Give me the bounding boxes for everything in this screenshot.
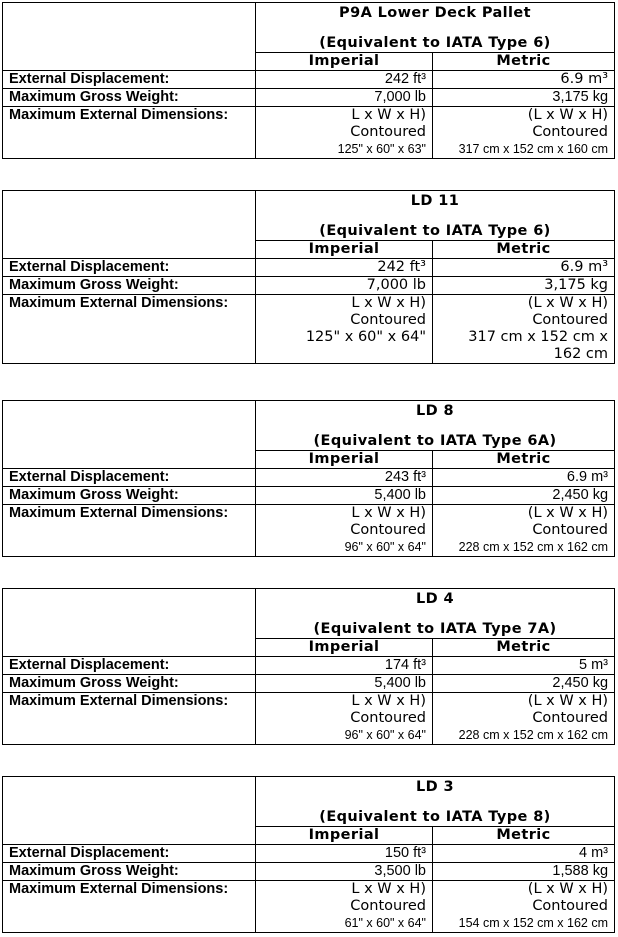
dims-label: Maximum External Dimensions:	[3, 693, 256, 745]
dims-metric	[433, 505, 615, 557]
displacement-imperial: 243 ft³	[256, 469, 433, 487]
table-row	[3, 259, 615, 277]
imperial-header: Imperial	[256, 451, 433, 469]
table-row	[3, 487, 615, 505]
dims-imperial-line: Contoured	[350, 710, 426, 726]
dims-imperial-line: 61" x 60" x 64"	[344, 916, 426, 930]
displacement-metric: 6.9 m³	[433, 469, 615, 487]
table-row	[3, 71, 615, 89]
displacement-metric: 4 m³	[433, 845, 615, 863]
dims-imperial	[256, 107, 433, 159]
displacement-label: External Displacement:	[3, 71, 256, 89]
table-title: LD 11	[410, 193, 460, 209]
dims-label: Maximum External Dimensions:	[3, 881, 256, 933]
table-row	[3, 469, 615, 487]
spec-table-ld3	[2, 776, 615, 933]
dims-metric-line: (L x W x H)	[527, 107, 609, 123]
weight-metric: 2,450 kg	[433, 487, 615, 505]
dims-metric-line: Contoured	[532, 898, 609, 914]
table-row	[3, 107, 615, 159]
dims-imperial-line	[262, 346, 426, 363]
dims-label: Maximum External Dimensions:	[3, 505, 256, 557]
table-title-row	[3, 191, 615, 241]
weight-imperial: 5,400 lb	[256, 487, 433, 505]
table-title-cell	[256, 191, 615, 241]
displacement-label: External Displacement:	[3, 259, 256, 277]
imperial-header: Imperial	[256, 241, 433, 259]
displacement-metric: 6.9 m³	[433, 71, 615, 89]
dims-imperial	[256, 505, 433, 557]
dims-metric-line: Contoured	[532, 710, 609, 726]
weight-metric: 3,175 kg	[433, 277, 615, 295]
dims-imperial-line: 125" x 60" x 63"	[337, 142, 426, 156]
dims-metric-line: 228 cm x 152 cm x 162 cm	[458, 540, 609, 554]
table-title-cell	[256, 777, 615, 827]
table-title-row	[3, 401, 615, 451]
table-title-cell	[256, 401, 615, 451]
metric-header: Metric	[433, 827, 615, 845]
table-subtitle: (Equivalent to IATA Type 6)	[319, 35, 551, 51]
dims-metric-line: (L x W x H)	[527, 881, 609, 897]
table-title-cell	[256, 3, 615, 53]
dims-metric-line: 317 cm x 152 cm x	[468, 329, 609, 345]
dims-imperial	[256, 295, 433, 364]
table-row	[3, 881, 615, 933]
metric-header: Metric	[433, 53, 615, 71]
table-row	[3, 693, 615, 745]
displacement-imperial: 174 ft³	[256, 657, 433, 675]
weight-label: Maximum Gross Weight:	[3, 89, 256, 107]
dims-imperial-line: L x W x H)	[351, 295, 426, 311]
dims-label: Maximum External Dimensions:	[3, 107, 256, 159]
table-title-row	[3, 589, 615, 639]
dims-imperial-line: L x W x H)	[351, 881, 426, 897]
table-row	[3, 89, 615, 107]
weight-metric: 1,588 kg	[433, 863, 615, 881]
dims-imperial-line: L x W x H)	[351, 505, 426, 521]
weight-imperial: 7,000 lb	[256, 89, 433, 107]
metric-header: Metric	[433, 639, 615, 657]
displacement-metric: 5 m³	[433, 657, 615, 675]
dims-imperial-line: Contoured	[350, 898, 426, 914]
blank-corner-cell	[3, 3, 256, 71]
displacement-label: External Displacement:	[3, 469, 256, 487]
weight-label: Maximum Gross Weight:	[3, 277, 256, 295]
table-row	[3, 657, 615, 675]
dims-metric	[433, 107, 615, 159]
table-title-row	[3, 3, 615, 53]
blank-corner-cell	[3, 589, 256, 657]
table-title: LD 3	[416, 779, 455, 795]
weight-imperial: 3,500 lb	[256, 863, 433, 881]
weight-metric: 2,450 kg	[433, 675, 615, 693]
displacement-metric: 6.9 m³	[433, 259, 615, 277]
table-row	[3, 505, 615, 557]
table-row	[3, 863, 615, 881]
dims-imperial	[256, 693, 433, 745]
displacement-imperial: 150 ft³	[256, 845, 433, 863]
table-title-row	[3, 777, 615, 827]
dims-imperial-line: 125" x 60" x 64"	[305, 329, 426, 345]
dims-metric	[433, 693, 615, 745]
table-title: LD 8	[416, 403, 455, 419]
weight-imperial: 7,000 lb	[256, 277, 433, 295]
table-subtitle: (Equivalent to IATA Type 6A)	[313, 433, 557, 449]
weight-metric: 3,175 kg	[433, 89, 615, 107]
table-row	[3, 845, 615, 863]
dims-metric-line: Contoured	[532, 312, 609, 328]
table-subtitle: (Equivalent to IATA Type 6)	[319, 223, 551, 239]
weight-label: Maximum Gross Weight:	[3, 863, 256, 881]
dims-metric-line: (L x W x H)	[527, 505, 609, 521]
dims-imperial-line: L x W x H)	[351, 693, 426, 709]
dims-metric-line: 154 cm x 152 cm x 162 cm	[458, 916, 609, 930]
blank-corner-cell	[3, 191, 256, 259]
dims-imperial-line: 96" x 60" x 64"	[344, 540, 426, 554]
blank-corner-cell	[3, 401, 256, 469]
dims-imperial	[256, 881, 433, 933]
spec-table-ld11	[2, 190, 615, 364]
dims-metric	[433, 881, 615, 933]
table-row	[3, 675, 615, 693]
blank-corner-cell	[3, 777, 256, 845]
dims-metric-line: 162 cm	[553, 346, 609, 362]
table-subtitle: (Equivalent to IATA Type 7A)	[313, 621, 557, 637]
table-row	[3, 295, 615, 364]
imperial-header: Imperial	[256, 53, 433, 71]
dims-metric-line: Contoured	[532, 522, 609, 538]
spec-table-p9a	[2, 2, 615, 159]
metric-header: Metric	[433, 451, 615, 469]
table-title-cell	[256, 589, 615, 639]
dims-metric-line: 228 cm x 152 cm x 162 cm	[458, 728, 609, 742]
dims-imperial-line: Contoured	[350, 124, 426, 140]
table-row	[3, 277, 615, 295]
dims-metric-line: (L x W x H)	[527, 693, 609, 709]
displacement-imperial: 242 ft³	[256, 71, 433, 89]
dims-imperial-line: Contoured	[350, 312, 426, 328]
spec-table-ld4	[2, 588, 615, 745]
imperial-header: Imperial	[256, 827, 433, 845]
weight-label: Maximum Gross Weight:	[3, 675, 256, 693]
displacement-label: External Displacement:	[3, 845, 256, 863]
weight-label: Maximum Gross Weight:	[3, 487, 256, 505]
table-title: P9A Lower Deck Pallet	[339, 5, 531, 21]
dims-label: Maximum External Dimensions:	[3, 295, 256, 364]
dims-metric-line: Contoured	[532, 124, 609, 140]
displacement-imperial: 242 ft³	[256, 259, 433, 277]
dims-imperial-line: Contoured	[350, 522, 426, 538]
imperial-header: Imperial	[256, 639, 433, 657]
table-subtitle: (Equivalent to IATA Type 8)	[319, 809, 551, 825]
spec-table-ld8	[2, 400, 615, 557]
weight-imperial: 5,400 lb	[256, 675, 433, 693]
table-title: LD 4	[416, 591, 455, 607]
dims-imperial-line: L x W x H)	[351, 107, 426, 123]
dims-metric-line: 317 cm x 152 cm x 160 cm	[458, 142, 609, 156]
dims-imperial-line: 96" x 60" x 64"	[344, 728, 426, 742]
displacement-label: External Displacement:	[3, 657, 256, 675]
dims-metric	[433, 295, 615, 364]
metric-header: Metric	[433, 241, 615, 259]
dims-metric-line: (L x W x H)	[527, 295, 609, 311]
